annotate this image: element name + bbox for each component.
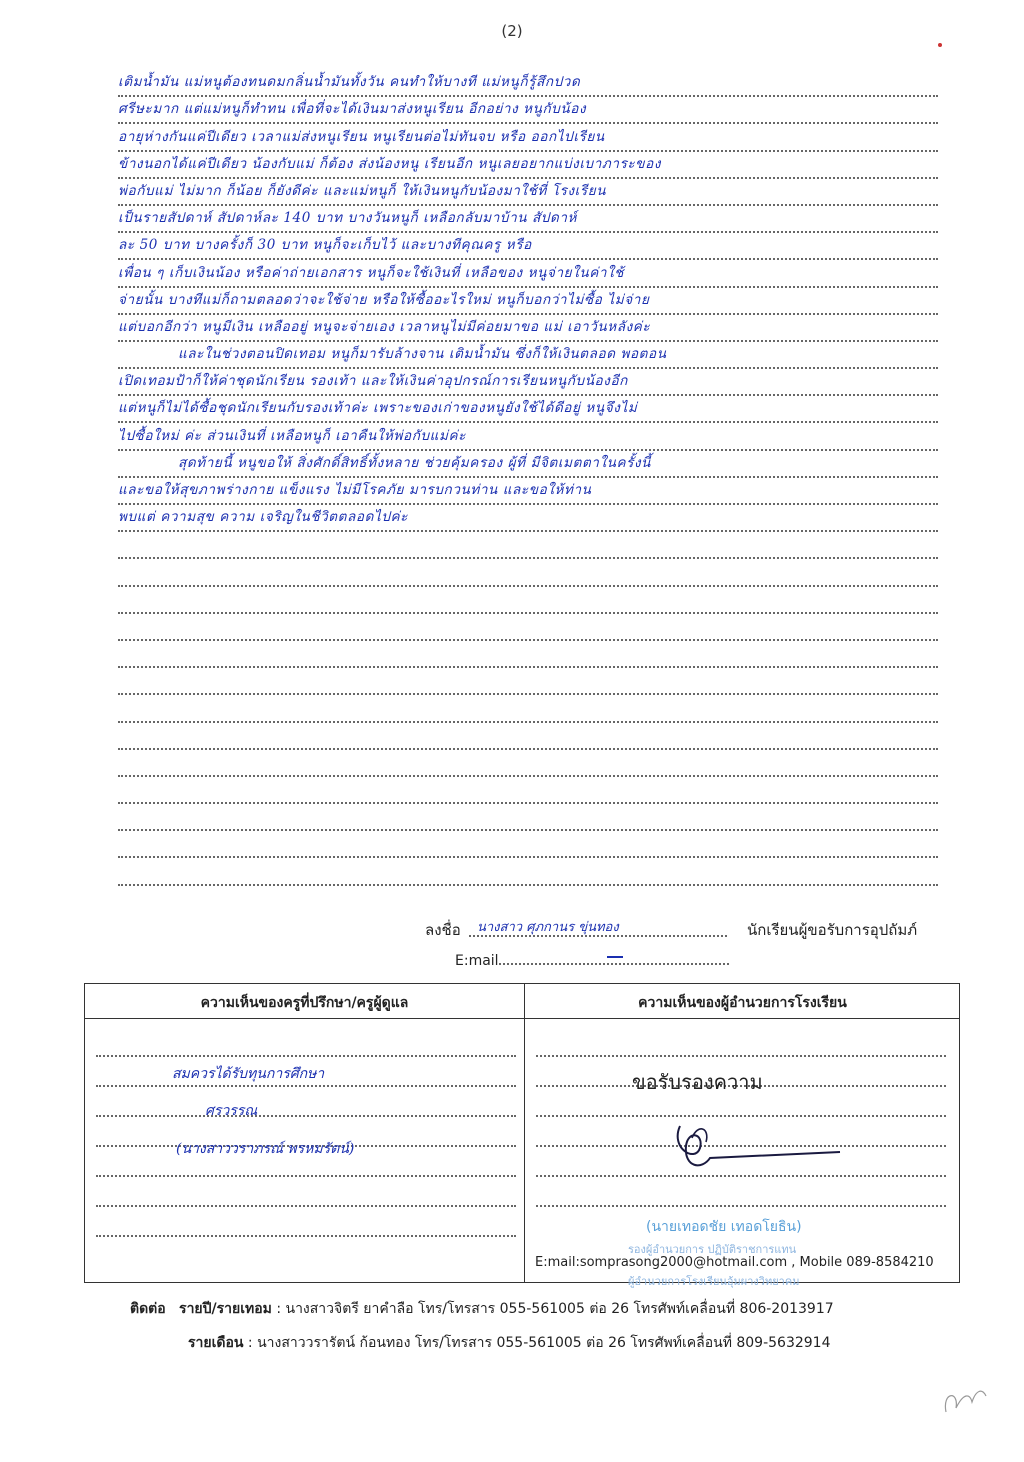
ruled-line — [118, 288, 938, 315]
ruled-line — [118, 179, 938, 206]
box-divider-horizontal — [85, 1018, 959, 1019]
handwritten-line: พ่อกับแม่ ไม่มาก ก็น้อย ก็ยังดีค่ะ และแม่หนูก็ ให้เงินหนูกับน้องมาใช้ที่ โรงเรียน — [118, 182, 607, 199]
box-divider-vertical — [524, 984, 525, 1282]
teacher-signature-text: ศรวรรณ — [205, 1103, 258, 1119]
ruled-line — [118, 396, 938, 423]
ruled-line — [118, 152, 938, 179]
handwritten-line: แต่บอกอีกว่า หนูมีเงิน เหลืออยู่ หนูจะจ่ายเอง เวลาหนูไม่มีค่อยมาขอ แม่ เอาวันหลังค่ะ — [118, 318, 651, 335]
ruled-line — [118, 206, 938, 233]
handwritten-line: เพื่อน ๆ เก็บเงินน้อง หรือค่าถ่ายเอกสาร หนูก็จะใช้เงินที่ เหลือของ หนูจ่ายในค่าใช้ — [118, 264, 624, 281]
handwritten-line: และขอให้สุขภาพร่างกาย แข็งแรง ไม่มีโรคภัย มารบกวนท่าน และขอให้ท่าน — [118, 482, 592, 498]
ruled-line — [118, 342, 938, 369]
contact-row-yearly — [130, 1298, 834, 1320]
principal-signature-icon — [640, 1118, 860, 1178]
page-number: (2) — [501, 22, 523, 40]
contact-prefix: ติดต่อ — [130, 1301, 166, 1317]
ruled-line — [118, 423, 938, 450]
teacher-line — [96, 1205, 516, 1207]
principal-stamp-line-1: รองผู้อำนวยการ ปฏิบัติราชการแทน — [628, 1243, 797, 1256]
ruled-line — [118, 478, 938, 505]
principal-name: (นายเทอดชัย เทอดโยธิน) — [646, 1219, 802, 1235]
ruled-line — [118, 233, 938, 260]
contact-yearly-text: : นางสาวจิตรี ยาคำลือ โทร/โทรสาร 055-561005 ต่อ 26 โทรศัพท์เคลื่อนที่ 806-2013917 — [276, 1301, 834, 1317]
email-row — [455, 953, 729, 969]
ruled-line — [118, 777, 938, 804]
handwritten-line: จ่ายนั้น บางทีแม่ก็ถามตลอดว่าจะใช้จ่าย หรือให้ซื้ออะไรใหม่ หนูก็บอกว่าไม่ซื้อ ไม่จ่าย — [118, 291, 650, 308]
student-role: นักเรียนผู้ขอรับการอุปถัมภ์ — [747, 921, 918, 939]
contact-row-monthly — [188, 1332, 831, 1354]
ruled-line — [118, 532, 938, 559]
ruled-line — [118, 97, 938, 124]
ruled-line — [118, 260, 938, 287]
teacher-line — [96, 1115, 516, 1117]
principal-line — [536, 1115, 946, 1117]
signature-label: ลงชื่อ — [425, 921, 461, 939]
email-dotted-line — [499, 963, 729, 965]
teacher-line — [96, 1175, 516, 1177]
handwritten-line: เปิดเทอมป้าก็ให้ค่าชุดนักเรียน รองเท้า และให้เงินค่าอุปกรณ์การเรียนหนูกับน้องอีก — [118, 373, 628, 390]
handwritten-line: พบแต่ ความสุข ความ เจริญในชีวิตตลอดไปค่ะ — [118, 509, 409, 526]
handwritten-essay — [118, 70, 938, 886]
ruled-line — [118, 668, 938, 695]
email-pen-stroke — [607, 956, 623, 958]
contact-yearly-label: รายปี/รายเทอม — [179, 1301, 272, 1317]
handwritten-line: สุดท้ายนี้ หนูขอให้ สิ่งศักดิ์สิทธิ์ทั้งหลาย ช่วยคุ้มครอง ผู้ที่ มีจิตเมตตาในครั้งนี้ — [178, 454, 652, 471]
ruled-line — [118, 559, 938, 586]
handwritten-line: อายุห่างกันแค่ปีเดียว เวลาแม่ส่งหนูเรียน หนูเรียนต่อไม่ทันจบ หรือ ออกไปเรียน — [118, 128, 605, 145]
ruled-line — [118, 858, 938, 885]
teacher-name-text: (นางสาววราภรณ์ พรหมรัตน์) — [176, 1141, 355, 1157]
principal-stamp-line-2: ผู้อำนวยการโรงเรียนอุ้มผางวิทยาคม — [628, 1275, 800, 1288]
ink-dot — [938, 43, 942, 47]
handwritten-line: ศรีษะมาก แต่แม่หนูก็ทำทน เพื่อที่จะได้เงินมาส่งหนูเรียน อีกอย่าง หนูกับน้อง — [118, 101, 587, 118]
ruled-line — [118, 641, 938, 668]
ruled-line — [118, 369, 938, 396]
ruled-line — [118, 124, 938, 151]
pencil-mark-icon — [934, 1372, 994, 1432]
teacher-line — [96, 1085, 516, 1087]
contact-monthly-label: รายเดือน — [188, 1335, 244, 1351]
handwritten-line: เป็นรายสัปดาห์ สัปดาห์ละ 140 บาท บางวันหนูก็ เหลือกลับมาบ้าน สัปดาห์ — [118, 210, 578, 227]
ruled-line — [118, 505, 938, 532]
ruled-line — [118, 614, 938, 641]
handwritten-line: แต่หนูก็ไม่ได้ซื้อชุดนักเรียนกับรองเท้าค่ะ เพราะของเก่าของหนูยังใช้ได้ดีอยู่ หนูจึงไม่ — [118, 400, 638, 417]
principal-comment-text: ขอรับรองความ — [632, 1070, 763, 1094]
student-name: นางสาว ศุภกานร ขุ่นทอง — [477, 920, 619, 935]
teacher-line — [96, 1235, 516, 1237]
ruled-line — [118, 70, 938, 97]
principal-comment-header: ความเห็นของผู้อำนวยการโรงเรียน — [638, 995, 847, 1011]
ruled-line — [118, 315, 938, 342]
contact-monthly-text: : นางสาววรารัตน์ ก้อนทอง โทร/โทรสาร 055-561005 ต่อ 26 โทรศัพท์เคลื่อนที่ 809-5632914 — [247, 1335, 831, 1351]
teacher-comment-text: สมควรได้รับทุนการศึกษา — [172, 1066, 325, 1082]
teacher-line — [96, 1055, 516, 1057]
ruled-line — [118, 723, 938, 750]
principal-line — [536, 1055, 946, 1057]
principal-line — [536, 1205, 946, 1207]
handwritten-line: และในช่วงตอนปิดเทอม หนูก็มารับล้างจาน เติมน้ำมัน ซึ่งก็ให้เงินตลอด พอตอน — [178, 346, 667, 363]
ruled-line — [118, 831, 938, 858]
ruled-line — [118, 695, 938, 722]
handwritten-line: ข้างนอกได้แค่ปีเดียว น้องกับแม่ ก็ต้อง ส่งน้องหนู เรียนอีก หนูเลยอยากแบ่งเบาภาระของ — [118, 155, 662, 172]
ruled-line — [118, 587, 938, 614]
handwritten-line: ไปซื้อใหม่ ค่ะ ส่วนเงินที่ เหลือหนูก็ เอาคืนให้พ่อกับแม่ค่ะ — [118, 427, 466, 444]
email-label: E:mail — [455, 953, 499, 969]
principal-contact: E:mail:somprasong2000@hotmail.com , Mobile 089-8584210 — [535, 1255, 934, 1270]
ruled-line — [118, 804, 938, 831]
ruled-line — [118, 451, 938, 478]
handwritten-line: ละ 50 บาท บางครั้งก็ 30 บาท หนูก็จะเก็บไว้ และบางทีคุณครู หรือ — [118, 237, 532, 254]
teacher-comment-header: ความเห็นของครูที่ปรึกษา/ครูผู้ดูแล — [200, 995, 409, 1011]
handwritten-line: เติมน้ำมัน แม่หนูต้องทนดมกลิ่นน้ำมันทั้งวัน คนทำให้บางที แม่หนูก็รู้สึกปวด — [118, 74, 581, 91]
ruled-line — [118, 750, 938, 777]
